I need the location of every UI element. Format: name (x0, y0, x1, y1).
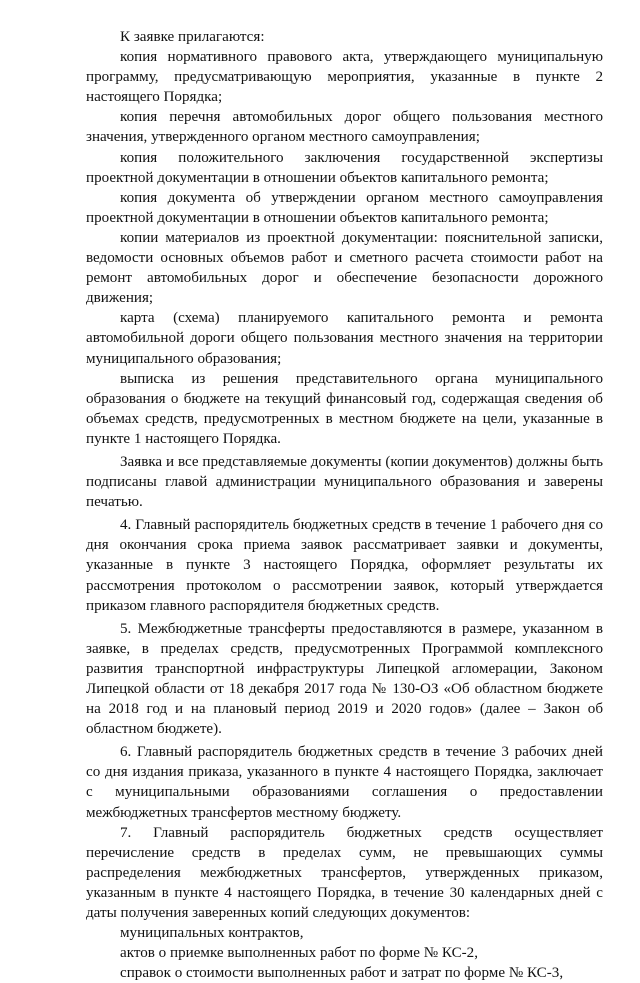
paragraph-attachment-3: копия положительного заключения государственной экспертизы проектной документации в отношении объектов капитального ремонта; (86, 149, 603, 186)
paragraph-attachments-heading: К заявке прилагаются: (120, 29, 265, 45)
paragraph-attachment-5: копии материалов из проектной документации: пояснительной записки, ведомости основных объемов работ и сметного расчета стоимости работ на ремонт автомобильных дорог и обеспечение безопасности дорожного движения; (86, 229, 603, 307)
list-item-ks2-acts: актов о приемке выполненных работ по форме № КС-2, (120, 945, 478, 962)
paragraph-attachment-2: копия перечня автомобильных дорог общего пользования местного значения, утвержденного органом местного самоуправления; (86, 109, 603, 146)
document-page (86, 27, 603, 983)
list-item-ks3-certificates: справок о стоимости выполненных работ и затрат по форме № КС-3, (120, 965, 564, 982)
paragraph-item-4: 4. Главный распорядитель бюджетных средств в течение 1 рабочего дня со дня окончания срока приема заявок рассматривает заявки и документы, указанные в пункте 3 настоящего Порядка, оформляет результаты их рассмотрения протоколом о рассмотрении заявок, который утверждается приказом главного распорядителя бюджетных средств. (86, 517, 603, 614)
paragraph-item-7: 7. Главный распорядитель бюджетных средств осуществляет перечисление средств в пределах сумм, не превышающих суммы распределения межбюджетных трансфертов, утвержденных приказом, указанным в пункте 4 настоящего Порядка, в течение 30 календарных дней с даты получения заверенных копий следующих документов: (86, 824, 603, 922)
paragraph-attachment-7: выписка из решения представительного органа муниципального образования о бюджете на текущий финансовый год, содержащая сведения об объемах средств, предусмотренных в местном бюджете на цели, указанные в пункте 1 настоящего Порядка. (86, 370, 603, 447)
list-item-contracts: муниципальных контрактов, (120, 925, 304, 942)
paragraph-attachment-1: копия нормативного правового акта, утверждающего муниципальную программу, предусматривающую мероприятия, указанные в пункте 2 настоящего Порядка; (86, 49, 603, 106)
paragraph-attachment-6: карта (схема) планируемого капитального ремонта и ремонта автомобильной дороги общего пользования местного значения на территории муниципального образования; (86, 310, 603, 367)
paragraph-item-5: 5. Межбюджетные трансферты предоставляются в размере, указанном в заявке, в пределах средств, предусмотренных Программой комплексного развития транспортной инфраструктуры Липецкой агломерации, Законом Липецкой области от 18 декабря 2017 года № 130-ОЗ «Об областном бюджете на 2018 год и на плановый период 2019 и 2020 годов» (далее – Закон об областном бюджете). (86, 620, 603, 738)
paragraph-item-6: 6. Главный распорядитель бюджетных средств в течение 3 рабочих дней со дня издания приказа, указанного в пункте 4 настоящего Порядка, заключает с муниципальными образованиями соглашения о предоставлении межбюджетных трансфертов местному бюджету. (86, 744, 603, 821)
paragraph-attachment-4: копия документа об утверждении органом местного самоуправления проектной документации в отношении объектов капитального ремонта; (86, 189, 603, 226)
paragraph-signature-requirement: Заявка и все представляемые документы (копии документов) должны быть подписаны главой администрации муниципального образования и заверены печатью. (86, 453, 603, 511)
